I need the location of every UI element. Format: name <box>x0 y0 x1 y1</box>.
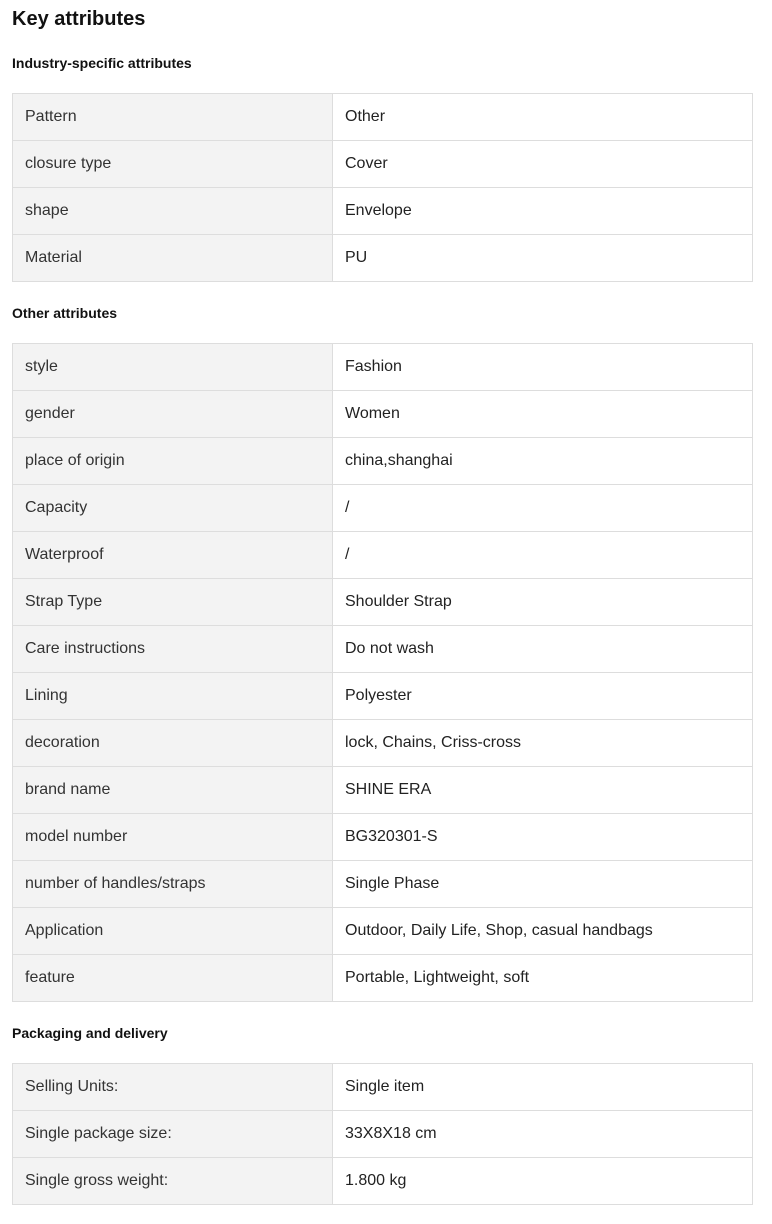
attribute-value: Fashion <box>333 344 753 391</box>
attribute-key: closure type <box>13 141 333 188</box>
attribute-value: china,shanghai <box>333 438 753 485</box>
attribute-key: feature <box>13 955 333 1002</box>
packaging-delivery-table <box>12 1063 753 1205</box>
attribute-key: shape <box>13 188 333 235</box>
attribute-value: / <box>333 485 753 532</box>
table-row <box>13 94 753 141</box>
section-title-packaging-delivery: Packaging and delivery <box>12 1025 168 1041</box>
industry-attributes-table <box>12 93 753 282</box>
table-row <box>13 955 753 1002</box>
attribute-value: Polyester <box>333 673 753 720</box>
attribute-value: 1.800 kg <box>333 1158 753 1205</box>
attribute-value: Single item <box>333 1064 753 1111</box>
attribute-value: / <box>333 532 753 579</box>
attribute-value: Other <box>333 94 753 141</box>
attribute-key: place of origin <box>13 438 333 485</box>
table-row <box>13 188 753 235</box>
attribute-value: lock, Chains, Criss-cross <box>333 720 753 767</box>
other-attributes-table <box>12 343 753 1002</box>
attribute-key: number of handles/straps <box>13 861 333 908</box>
attribute-key: Material <box>13 235 333 282</box>
table-row <box>13 1158 753 1205</box>
attribute-key: Capacity <box>13 485 333 532</box>
attribute-key: Selling Units: <box>13 1064 333 1111</box>
attribute-key: brand name <box>13 767 333 814</box>
attribute-value: 33X8X18 cm <box>333 1111 753 1158</box>
attribute-value: Do not wash <box>333 626 753 673</box>
attribute-key: Care instructions <box>13 626 333 673</box>
attribute-value: Cover <box>333 141 753 188</box>
attribute-key: Application <box>13 908 333 955</box>
attribute-key: decoration <box>13 720 333 767</box>
table-row <box>13 861 753 908</box>
table-row <box>13 235 753 282</box>
attribute-value: SHINE ERA <box>333 767 753 814</box>
attribute-key: Waterproof <box>13 532 333 579</box>
attribute-key: Strap Type <box>13 579 333 626</box>
table-row <box>13 814 753 861</box>
attribute-key: Single package size: <box>13 1111 333 1158</box>
attribute-key: gender <box>13 391 333 438</box>
table-row <box>13 673 753 720</box>
table-row <box>13 532 753 579</box>
table-row <box>13 1064 753 1111</box>
attribute-value: PU <box>333 235 753 282</box>
attribute-key: style <box>13 344 333 391</box>
attribute-value: Outdoor, Daily Life, Shop, casual handbags <box>333 908 753 955</box>
table-row <box>13 391 753 438</box>
page-title: Key attributes <box>12 8 146 30</box>
table-row <box>13 141 753 188</box>
attribute-value: Single Phase <box>333 861 753 908</box>
table-row <box>13 1111 753 1158</box>
table-row <box>13 438 753 485</box>
attribute-key: model number <box>13 814 333 861</box>
table-row <box>13 720 753 767</box>
table-row <box>13 344 753 391</box>
attribute-value: Women <box>333 391 753 438</box>
attribute-key: Single gross weight: <box>13 1158 333 1205</box>
section-title-other-attributes: Other attributes <box>12 305 118 321</box>
attribute-value: Shoulder Strap <box>333 579 753 626</box>
table-row <box>13 485 753 532</box>
table-row <box>13 908 753 955</box>
attribute-key: Pattern <box>13 94 333 141</box>
attribute-value: Envelope <box>333 188 753 235</box>
section-title-industry-specific: Industry-specific attributes <box>12 55 192 71</box>
table-row <box>13 579 753 626</box>
attribute-key: Lining <box>13 673 333 720</box>
attribute-value: Portable, Lightweight, soft <box>333 955 753 1002</box>
attribute-value: BG320301-S <box>333 814 753 861</box>
table-row <box>13 767 753 814</box>
table-row <box>13 626 753 673</box>
